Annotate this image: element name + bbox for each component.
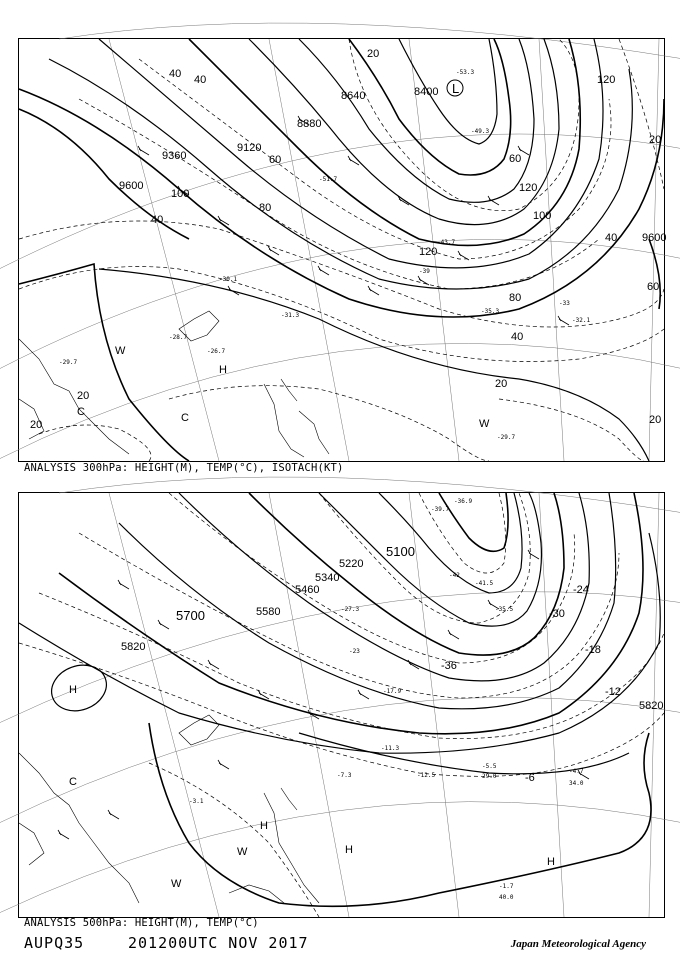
- height-label: 5460: [295, 584, 320, 596]
- station-value: -43.7: [437, 239, 456, 246]
- high-pressure-symbol: H: [547, 856, 555, 868]
- cold-symbol: C: [181, 412, 189, 424]
- station-value: -29.7: [497, 434, 516, 441]
- high-pressure-symbol: H: [219, 364, 227, 376]
- isotach-label: 40: [511, 331, 524, 343]
- height-label: 5580: [256, 606, 281, 618]
- station-value: -4.7: [569, 768, 584, 775]
- isotach-label: 20: [649, 134, 662, 146]
- low-pressure-symbol: L: [452, 81, 460, 96]
- station-value: -35.5: [495, 606, 514, 613]
- station-value: -1.7: [499, 883, 514, 890]
- station-value: -39.7: [431, 506, 450, 513]
- isotach-label: 20: [367, 48, 380, 60]
- height-label: 5820: [639, 700, 664, 712]
- station-value: -28.7: [169, 334, 188, 341]
- isotach-label: 80: [509, 292, 522, 304]
- isotach-label: 40: [169, 68, 182, 80]
- isotach-label: 60: [269, 154, 282, 166]
- station-value: -53.3: [456, 69, 475, 76]
- station-value: -51.7: [319, 176, 338, 183]
- isotach-label: 100: [533, 210, 552, 222]
- coastlines: [19, 715, 319, 903]
- cold-symbol: C: [77, 406, 85, 418]
- isotach-label: 20: [77, 390, 90, 402]
- station-value: -30.1: [219, 276, 238, 283]
- isotherm-lines: [19, 493, 664, 917]
- isotach-label: 120: [597, 74, 616, 86]
- station-value: -7.3: [337, 772, 352, 779]
- chart-code: AUPQ35: [24, 934, 85, 952]
- station-value: -32.1: [572, 317, 591, 324]
- height-label: 9600: [642, 232, 667, 244]
- height-label: 5100: [386, 544, 415, 559]
- height-contours: [19, 493, 660, 906]
- station-value: -42: [449, 572, 460, 579]
- temp-label: -36: [441, 660, 457, 672]
- station-value: -23: [349, 648, 360, 655]
- temp-label: -30: [549, 608, 565, 620]
- high-pressure-symbol: H: [260, 820, 268, 832]
- map-panel-500hpa: [18, 492, 665, 918]
- warm-symbol: W: [115, 345, 126, 357]
- station-value: 29.0: [482, 773, 497, 780]
- isotach-label: 40: [194, 74, 207, 86]
- valid-time: 201200UTC NOV 2017: [128, 934, 309, 952]
- station-value: 34.0: [569, 780, 584, 787]
- height-label: 9120: [237, 142, 262, 154]
- height-label: 5820: [121, 641, 146, 653]
- high-pressure-symbol: H: [345, 844, 353, 856]
- isotach-label: 40: [605, 232, 618, 244]
- warm-symbol: W: [237, 846, 248, 858]
- height-contours: [19, 39, 667, 461]
- isotach-lines: [19, 39, 667, 461]
- station-value: -27.3: [341, 606, 360, 613]
- station-value: -26.7: [207, 348, 226, 355]
- isotach-label: 40: [151, 214, 164, 226]
- height-label: 9360: [162, 150, 187, 162]
- isotach-label: 80: [259, 202, 272, 214]
- temp-label: -6: [525, 772, 535, 784]
- station-value: -17.9: [383, 688, 402, 695]
- caption-300hpa: ANALYSIS 300hPa: HEIGHT(M), TEMP(°C), ISOTACH(KT): [24, 462, 344, 474]
- station-value: 40.0: [499, 894, 514, 901]
- isotach-label: 20: [30, 419, 43, 431]
- cold-symbol: C: [69, 776, 77, 788]
- map-panel-300hpa: [18, 38, 665, 462]
- station-value: -41.5: [475, 580, 494, 587]
- wind-barbs: [138, 116, 569, 325]
- temp-label: -24: [573, 584, 589, 596]
- map-300hpa-svg: [19, 39, 667, 461]
- height-label: 8640: [341, 90, 366, 102]
- station-value: -12.5: [417, 772, 436, 779]
- isotach-label: 100: [171, 188, 190, 200]
- map-500hpa-svg: [19, 493, 664, 917]
- isotach-label: 60: [647, 281, 660, 293]
- height-label: 8880: [297, 118, 322, 130]
- station-value: -39: [419, 268, 430, 275]
- warm-symbol: W: [479, 418, 490, 430]
- station-value: -5.5: [482, 763, 497, 770]
- height-label: 9600: [119, 180, 144, 192]
- station-value: -11.3: [381, 745, 400, 752]
- high-pressure-symbol: H: [69, 684, 77, 696]
- isotach-label: 120: [419, 246, 438, 258]
- station-value: -33: [559, 300, 570, 307]
- temp-label: -18: [585, 644, 601, 656]
- height-label: 5700: [176, 608, 205, 623]
- caption-500hpa: ANALYSIS 500hPa: HEIGHT(M), TEMP(°C): [24, 917, 259, 929]
- temp-label: -12: [605, 686, 621, 698]
- warm-symbol: W: [171, 878, 182, 890]
- wind-barbs: [58, 550, 589, 839]
- isotach-label: 20: [495, 378, 508, 390]
- station-value: -29.7: [59, 359, 78, 366]
- height-label: 5340: [315, 572, 340, 584]
- station-value: -31.3: [281, 312, 300, 319]
- isotach-label: 60: [509, 153, 522, 165]
- station-value: -35.3: [481, 308, 500, 315]
- height-label: 8400: [414, 86, 439, 98]
- station-value: -36.9: [454, 498, 473, 505]
- isotach-label: 20: [649, 414, 662, 426]
- isotach-label: 120: [519, 182, 538, 194]
- station-value: -3.1: [189, 798, 204, 805]
- station-value: -49.3: [471, 128, 490, 135]
- height-label: 5220: [339, 558, 364, 570]
- coastlines: [19, 311, 329, 457]
- agency-credit: Japan Meteorological Agency: [510, 938, 646, 950]
